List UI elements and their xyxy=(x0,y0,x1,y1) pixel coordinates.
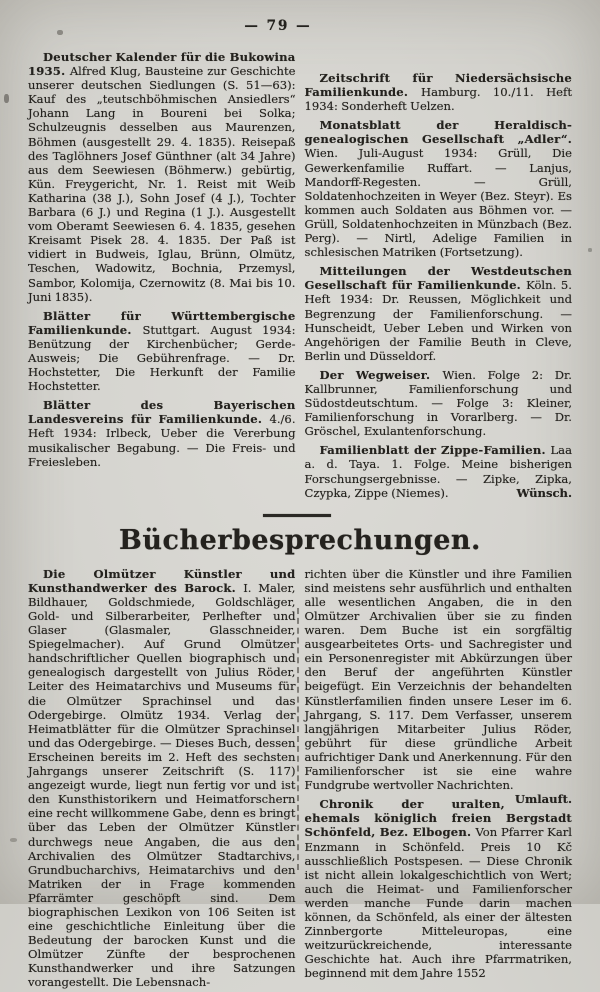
paragraph: Familienblatt der Zippe-Familien. Laa a. d. Taya. 1. Folge. Meine bisherigen Forschungsergebnisse. — Zipke, Zipka, Czypka, Zippe (Niemes). Wünsch. xyxy=(304,443,572,500)
entry-title: Mitteilungen der Westdeutschen Gesellschaft für Familienkunde. xyxy=(304,264,572,293)
entry-title: Chronik der uralten, ehemals königlich freien Bergstadt Schönfeld, Bez. Elbogen. xyxy=(304,797,572,840)
entry-title: Blätter für Württembergische Familienkunde. xyxy=(28,308,296,337)
scan-speck xyxy=(4,94,9,103)
section-divider xyxy=(263,514,331,517)
entry-title: Familienblatt der Zippe-Familien. xyxy=(319,443,551,458)
top-right-column xyxy=(305,50,573,502)
top-section xyxy=(28,50,572,502)
paragraph: Der Wegweiser. Wien. Folge 2: Dr. Kallbrunner, Familienforschung und Südostdeutschtum. — Folge 3: Kleiner, Familienforschung in Vorarlberg. — Dr. Gröschel, Exulantenforschung. xyxy=(304,367,572,439)
paragraph: Die Olmützer Künstler und Kunsthandwerker des Barock. I. Maler, Bildhauer, Goldschmiede, Goldschläger, Gold- und Silberarbeiter, Perlhefter und Glaser (Glasmaler, Glasschneider, Spiegelmacher). Auf Grund Olmützer handschriftlicher Quellen biographisch und genealogisch dargestellt von Julius Röder, Leiter des Heimatarchivs und Museums für die Olmützer Sprachinsel und das Odergebirge. Olmütz 1934. Verlag der Heimatblätter für die Olmützer Sprachinsel und das Odergebirge. — Dieses Buch, dessen Erscheinen bereits im 2. Heft des sechsten Jahrgangs unserer Zeitschrift (S. 117) angezeigt wurde, liegt nun fertig vor und ist den Kunsthistorikern und Heimatforschern eine recht willkommene Gabe, denn es bringt über das Leben der Olmützer Künstler durchwegs neue Angaben, die aus den Archivalien des Olmützer Stadtarchivs, Grundbucharchivs, Heimatarchivs und den Matriken der in Frage kommenden Pfarrämter geschöpft sind. Dem biographischen Lexikon von 106 Seiten ist eine geschichtliche Einleitung über die Bedeutung der barocken Kunst und die Olmützer Zünfte der besprochenen Kunsthandwerker und ihre Satzungen vorangestellt. Die Lebensnach- xyxy=(28,566,296,990)
paragraph: Blätter des Bayerischen Landesvereins für Familienkunde. 4./6. Heft 1934: Irlbeck, Ueber die Vererbung musikalischer Begabung. — Die Freis- und Freiesleben. xyxy=(28,398,296,469)
top-left-column xyxy=(28,50,296,502)
entry-title: Der Wegweiser. xyxy=(319,367,443,382)
bottom-right-column xyxy=(305,567,573,992)
paragraph: Chronik der uralten, ehemals königlich freien Bergstadt Schönfeld, Bez. Elbogen. Von Pfarrer Karl Enzmann in Schönfeld. Preis 10 Kč ausschließlich Postspesen. — Diese Chronik ist nicht allein lokalgeschichtlich von Wert; auch die Heimat- und Familienforscher werden manche Funde darin machen können, da Schönfeld, als einer der ältesten Zinnbergorte Mitteleuropas, eine weitzurückreichende, interessante Geschichte hat. Auch ihre Pfarrmatriken, beginnend mit dem Jahre 1552 xyxy=(304,797,572,981)
paragraph: richten über die Künstler und ihre Familien sind meistens sehr ausführlich und enthalten alle wesentlichen Angaben, die in den Olmützer Archivalien über sie zu finden waren. Dem Buche ist ein sorgfältig ausgearbeitetes Orts- und Sachregister und ein Personenregister mit Abkürzungen über den Beruf der angeführten Künstler beigefügt. Ein Verzeichnis der behandelten Künstlerfamilien finden unsere Leser im 6. Jahrgang, S. 117. Dem Verfasser, unserem langjährigen Mitarbeiter Julius Röder, gebührt für diese gründliche Arbeit aufrichtiger Dank und Anerkennung. Für den Familienforscher ist sie eine wahre Fundgrube wertvoller Nachrichten. Umlauft. xyxy=(304,566,572,807)
entry-title: Zeitschrift für Niedersächsische Familienkunde. xyxy=(304,71,572,100)
reviewer-signature: Umlauft. xyxy=(514,792,572,807)
scan-speck xyxy=(57,30,63,35)
scan-gutter-artifact xyxy=(297,608,299,870)
paragraph: Mitteilungen der Westdeutschen Gesellschaft für Familienkunde. Köln. 5. Heft 1934: Dr. Reussen, Möglichkeit und Begrenzung der Familienforschung. — Hunscheidt, Ueber Leben und Wirken von Angehörigen der Familie Beuth in Cleve, Berlin und Düsseldorf. xyxy=(304,264,572,363)
scan-speck xyxy=(10,838,17,842)
paragraph: Deutscher Kalender für die Bukowina 1935. Alfred Klug, Bausteine zur Geschichte unserer deutschen Siedlungen (S. 51—63): Kauf des „teutschböhmischen Ansiedlers“ Johann Lang in Boureni bei Solka; Schulzeugnis desselben aus Maurenzen, Böhmen (ausgestellt 29. 4. 1835). Reisepaß des Taglöhners Josef Günthner (alt 34 Jahre) aus dem Seewiesen (Böhmerw.) gebürtig, Kün. Freygericht, Nr. 1. Reist mit Weib Katharina (38 J.), Sohn Josef (4 J.), Tochter Barbara (6 J.) und Regina (1 J.). Ausgestellt vom Oberamt Seewiesen 6. 4. 1835, gesehen Kreisamt Pisek 28. 4. 1835. Der Paß ist vidiert in Budweis, Iglau, Brünn, Olmütz, Teschen, Wadowitz, Bochnia, Przemysl, Sambor, Kolomija, Czernowitz (8. Mai bis 10. Juni 1835). xyxy=(28,50,296,304)
bottom-section xyxy=(28,567,572,992)
entry-title: Monatsblatt der Heraldisch-genealogischen Gesellschaft „Adler“. xyxy=(304,118,572,147)
entry-title: Blätter des Bayerischen Landesvereins für Familienkunde. xyxy=(28,398,296,427)
paragraph: Monatsblatt der Heraldisch-genealogischen Gesellschaft „Adler“. Wien. Juli-August 1934: Grüll, Die Gewerkenfamilie Ruffart. — Lanjus, Mandorff-Regesten. — Grüll, Soldatenhochzeiten in Weyer (Bez. Steyr). Es kommen auch Soldaten aus Böhmen vor. — Grüll, Soldatenhochzeiten in Münzbach (Bez. Perg). — Nirtl, Adelige Familien in schlesischen Matriken (Fortsetzung). xyxy=(304,118,572,260)
section-heading: Bücherbesprechungen. xyxy=(119,524,481,556)
reviewer-signature: Wünsch. xyxy=(516,485,572,500)
paragraph: Blätter für Württembergische Familienkunde. Stuttgart. August 1934: Benützung der Kirchenbücher; Gerde-Ausweis; Die Gebührenfrage. — Dr. Hochstetter, Die Herkunft der Familie Hochstetter. xyxy=(28,308,296,394)
scan-speck xyxy=(588,248,592,252)
page-number: — 79 — xyxy=(244,18,312,34)
entry-title: Die Olmützer Künstler und Kunsthandwerker des Barock. xyxy=(28,566,296,595)
bottom-left-column xyxy=(28,567,296,992)
entry-title: Deutscher Kalender für die Bukowina 1935. xyxy=(28,50,296,79)
paragraph: Zeitschrift für Niedersächsische Familienkunde. Hamburg. 10./11. Heft 1934: Sonderheft Uelzen. xyxy=(304,71,572,114)
